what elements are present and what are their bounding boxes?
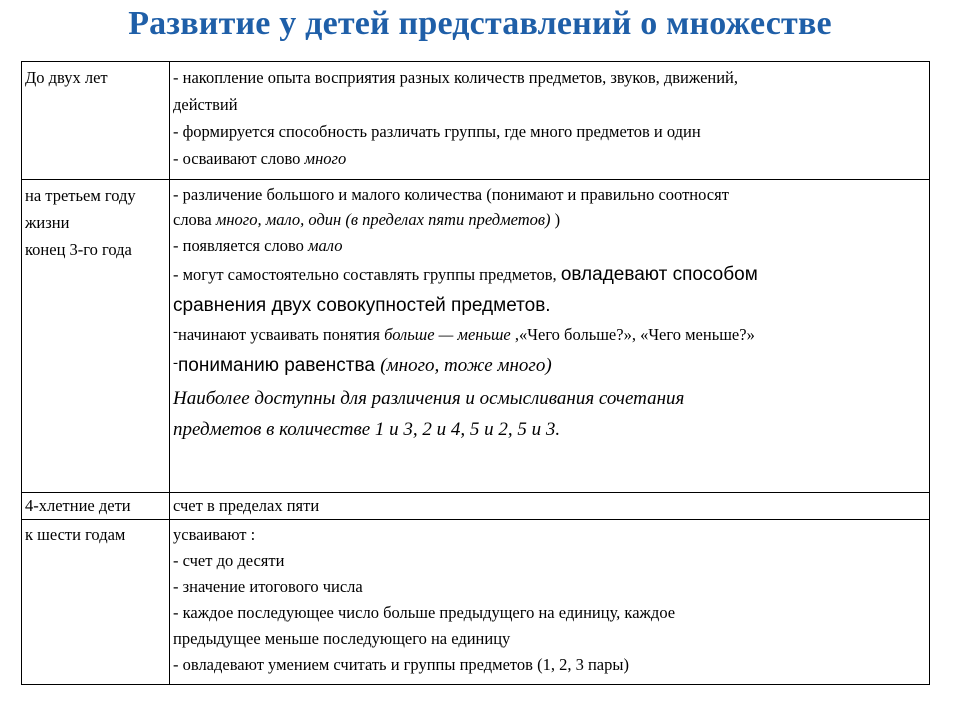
description-line [173,350,926,383]
description-line: - различение большого и малого количества (понимают и правильно соотносят [173,185,729,204]
description-line: - овладевают умением считать и группы предметов (1, 2, 3 пары) [173,655,629,674]
development-table [21,61,930,685]
italic-term: много, мало, один (в пределах пяти предметов) [215,210,551,229]
description-cell [170,493,930,520]
description-line: - формируется способность различать группы, где много предметов и один [173,122,701,141]
description-line: - значение итогового числа [173,577,363,596]
age-label: жизни [25,213,70,232]
text-run: - осваивают слово [173,149,305,168]
description-line: - накопление опыта восприятия разных количеств предметов, звуков, движений, [173,68,739,87]
age-cell [22,520,170,685]
italic-term: мало [308,236,343,255]
description-line: предыдущее меньше последующего на единицу [173,629,511,648]
age-cell [22,180,170,493]
age-label: на третьем году [25,186,136,205]
age-label: к шести годам [25,525,126,544]
text-run: - [173,324,178,340]
italic-term: (много, тоже много) [380,355,552,376]
description-line: - счет до десяти [173,551,285,570]
description-cell [170,62,930,180]
table-row [22,493,930,520]
text-run: пониманию равенства [178,355,381,376]
text-run: начинают усваивать понятия [178,325,385,344]
italic-term: много [304,149,347,168]
description-cell [170,180,930,493]
description-line [173,145,926,172]
description-line [173,321,926,350]
age-label: До двух лет [25,68,108,87]
description-line: - каждое последующее число больше предыдущего на единицу, каждое [173,603,676,622]
description-line [173,232,926,259]
description-line [173,207,926,232]
description-line: предметов в количестве 1 и 3, 2 и 4, 5 и 2, 5 и 3. [173,419,561,440]
table-row [22,62,930,180]
text-run: - [173,355,178,371]
description-line: счет в пределах пяти [173,496,320,515]
page-title: Развитие у детей представлений о множестве [128,5,832,42]
age-label: 4-хлетние дети [25,496,131,515]
text-run: - могут самостоятельно составлять группы предметов, [173,265,561,284]
age-cell [22,493,170,520]
text-run: - появляется слово [173,236,309,255]
description-cell [170,520,930,685]
table-row [22,180,930,493]
text-run: ) [550,210,561,229]
text-run: овладевают способом [560,264,758,285]
age-label: конец 3-го года [25,240,132,259]
description-line: Наиболее доступны для различения и осмысливания сочетания [173,388,685,409]
description-line [173,259,926,290]
description-line: действий [173,95,238,114]
text-run: слова [173,210,216,229]
description-line: усваивают : [173,525,256,544]
text-run: ,«Чего больше?», «Чего меньше?» [510,325,755,344]
age-cell [22,62,170,180]
italic-term: больше — меньше [384,325,511,344]
description-line: сравнения двух совокупностей предметов. [173,295,551,316]
table-row [22,520,930,685]
